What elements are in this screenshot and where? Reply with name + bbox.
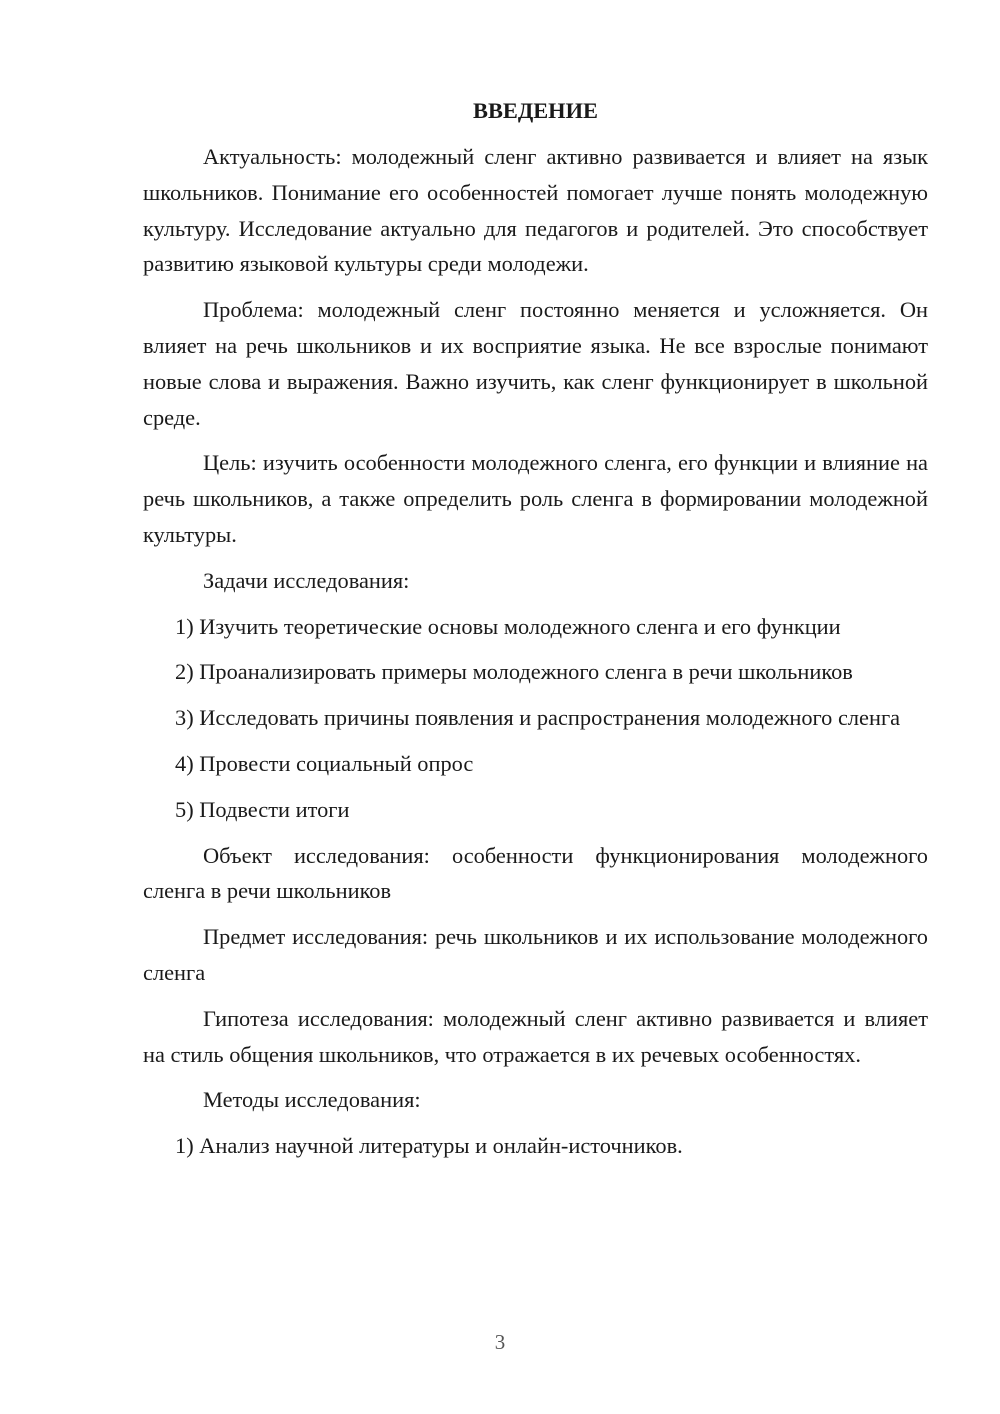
page-title: ВВЕДЕНИЕ <box>473 98 598 123</box>
paragraph-hypothesis: Гипотеза исследования: молодежный сленг активно развивается и влияет на стиль общения школьников, что отражается в их речевых особенностях. <box>143 1005 928 1067</box>
text-column <box>143 93 928 1174</box>
task-item: 3) Исследовать причины появления и распространения молодежного сленга <box>175 705 901 731</box>
task-item: 2) Проанализировать примеры молодежного сленга в речи школьников <box>175 659 853 685</box>
page-number: 3 <box>494 1330 506 1354</box>
paragraph-subject: Предмет исследования: речь школьников и их использование молодежного сленга <box>143 924 928 985</box>
task-item: 4) Провести социальный опрос <box>175 750 474 776</box>
paragraph-problem: Проблема: молодежный сленг постоянно меняется и усложняется. Он влияет на речь школьников и их восприятие языка. Не все взрослые понимают новые слова и выражения. Важно изучить, как сленг функционирует в школьной среде. <box>143 297 928 430</box>
paragraph-object: Объект исследования: особенности функционирования молодежного сленга в речи школьников <box>143 842 928 904</box>
tasks-title: Задачи исследования: <box>203 567 410 593</box>
methods-title: Методы исследования: <box>203 1087 421 1113</box>
method-item: 1) Анализ научной литературы и онлайн-источников. <box>175 1133 683 1159</box>
task-item: 1) Изучить теоретические основы молодежного сленга и его функции <box>175 613 841 639</box>
paragraph-goal: Цель: изучить особенности молодежного сленга, его функции и влияние на речь школьников, а также определить роль сленга в формировании молодежной культуры. <box>143 450 928 547</box>
task-item: 5) Подвести итоги <box>175 796 350 822</box>
paragraph-relevance: Актуальность: молодежный сленг активно развивается и влияет на язык школьников. Понимание его особенностей помогает лучше понять молодежную культуру. Исследование актуально для педагогов и родителей. Это способствует развитию языковой культуры среди молодежи. <box>143 144 928 277</box>
